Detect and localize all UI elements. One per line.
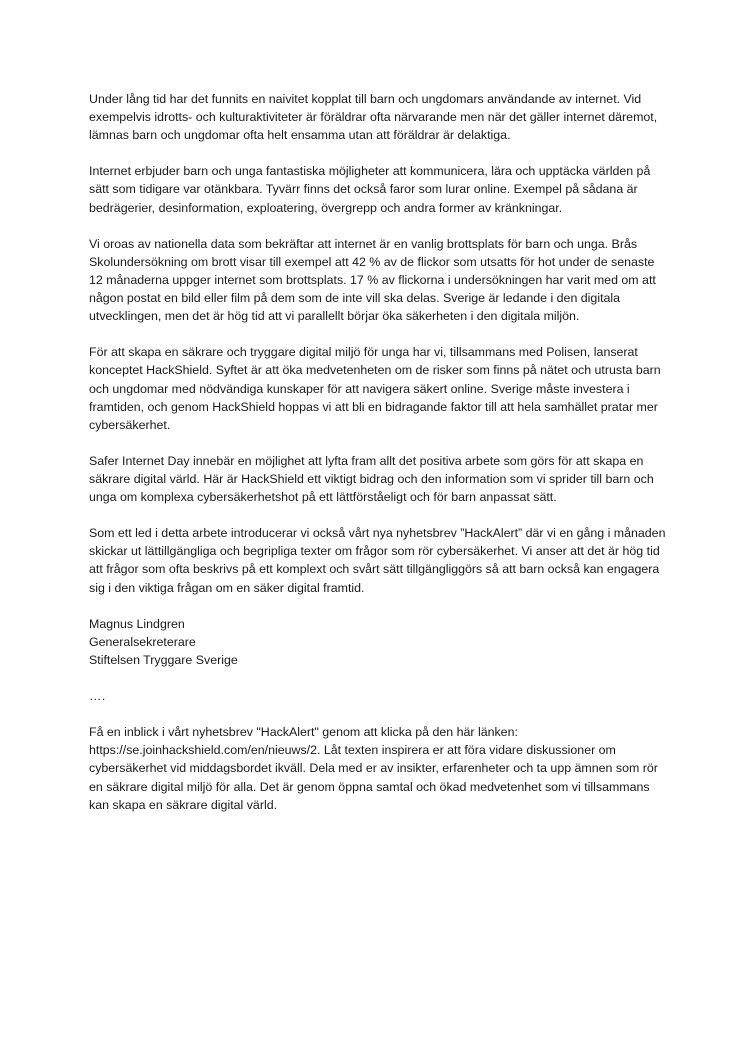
paragraph-statistics: Vi oroas av nationella data som bekräftar att internet är en vanlig brottsplats för barn och unga. Brås Skolundersökning om brott visar till exempel att 42 % av de flickor som utsatts för hot under de senaste 12 månaderna uppger internet som brottsplats. 17 % av flickorna i undersökningen har varit med om att någon postat en bild eller film på dem som de inte vill ska delas. Sverige är ledande i den digitala utvecklingen, men det är hög tid att vi parallellt börjar öka säkerheten i den digitala miljön.: [89, 236, 656, 324]
paragraph-hackshield: För att skapa en säkrare och tryggare digital miljö för unga har vi, tillsammans med Polisen, lanserat konceptet HackShield. Syftet är att öka medvetenheten om de risker som finns på nätet och utrusta barn och ungdomar med nödvändiga kunskaper för att navigera säkert online. Sverige måste investera i framtiden, och genom HackShield hoppas vi att bli en bidragande faktor till att hela samhället pratar mer cybersäkerhet.: [89, 345, 661, 432]
paragraph-hackalert: Som ett led i detta arbete introducerar vi också vårt nya nyhetsbrev ”HackAlert” där vi en gång i månaden skickar ut lättillgängliga och begripliga texter om frågor som rör cybersäkerhet. Vi anser att det är hög tid att frågor som ofta beskrivs på ett komplext och svårt sätt tillgängliggörs så att barn också kan engagera sig i den viktiga frågan om en säker digital framtid.: [89, 526, 666, 595]
signature-title: Generalsekreterare: [89, 634, 196, 649]
signature-block: [89, 615, 669, 669]
paragraph-intro: Under lång tid har det funnits en naivitet kopplat till barn och ungdomars användande av internet. Vid exempelvis idrotts- och kulturaktiviteter är föräldrar ofta närvarande men när det gäller internet däremot, lämnas barn och ungdomar ofta helt ensamma utan att föräldrar är delaktiga.: [89, 92, 658, 143]
paragraph-closing: Få en inblick i vårt nyhetsbrev "HackAlert" genom att klicka på den här länken: https://se.joinhackshield.com/en/nieuws/2. Låt texten inspirera er att föra vidare diskussioner om cybersäkerhet vid middagsbordet ikväll. Dela med er av insikter, erfarenheter och ta upp ämnen som rör en säkrare digital miljö för alla. Det är genom öppna samtal och ökad medvetenhet som vi tillsammans kan skapa en säkrare digital värld.: [89, 725, 658, 812]
signature-organization: Stiftelsen Tryggare Sverige: [89, 652, 238, 667]
paragraph-opportunities: Internet erbjuder barn och unga fantastiska möjligheter att kommunicera, lära och upptäcka världen på sätt som tidigare var otänkbara. Tyvärr finns det också faror som lurar online. Exempel på sådana är bedrägerier, desinformation, exploatering, övergrepp och andra former av kränkningar.: [89, 164, 651, 215]
signature-name: Magnus Lindgren: [89, 616, 185, 631]
separator: ….: [89, 689, 106, 704]
paragraph-safer-internet-day: Safer Internet Day innebär en möjlighet att lyfta fram allt det positiva arbete som görs för att skapa en säkrare digital värld. Här är HackShield ett viktigt bidrag och den information som vi sprider till barn och unga om komplexa cybersäkerhetshot på ett lättförståeligt och för barn anpassat sätt.: [89, 453, 654, 505]
document-page: [89, 90, 669, 832]
